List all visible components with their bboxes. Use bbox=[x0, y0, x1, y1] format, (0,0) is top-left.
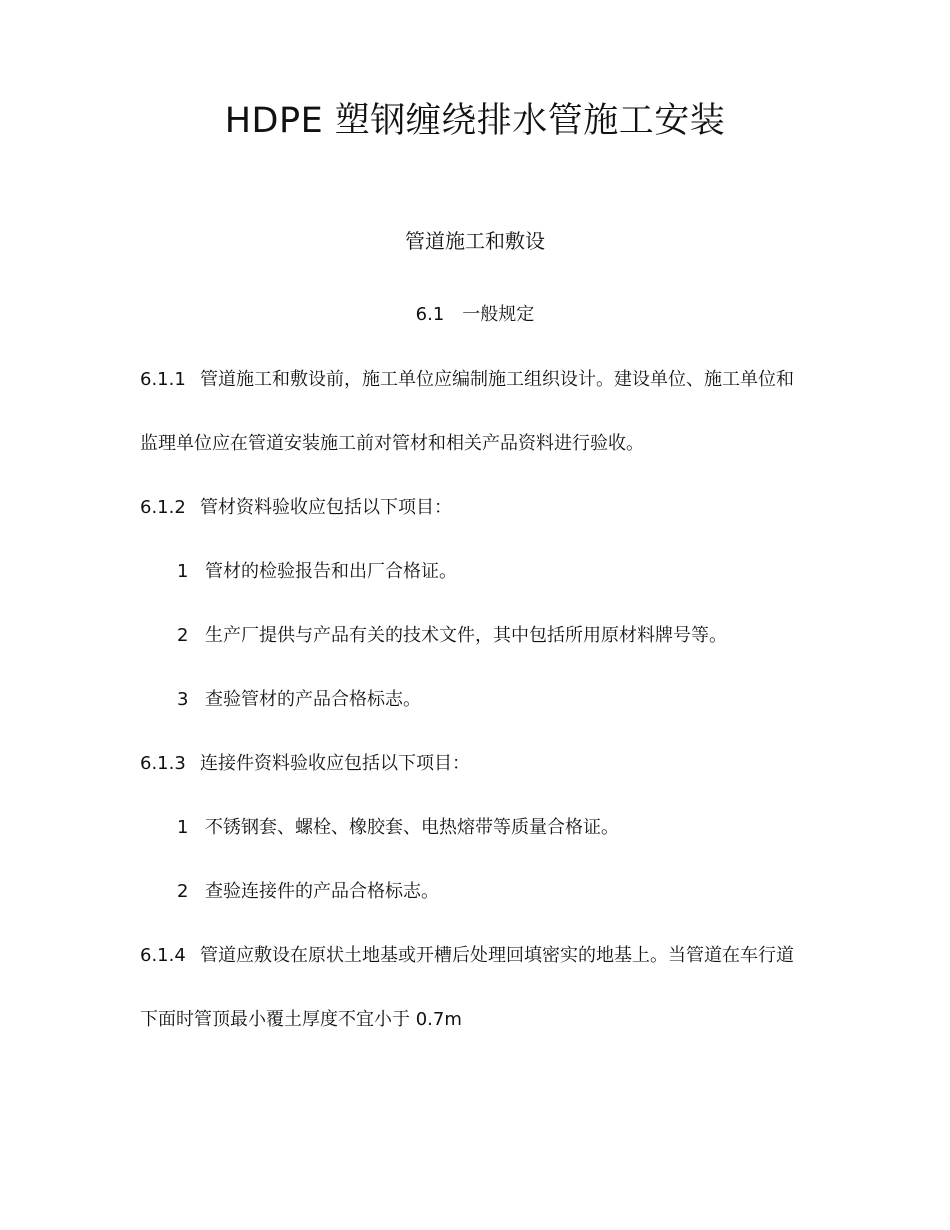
list-item bbox=[177, 878, 867, 906]
clause-number: 6.1.3 bbox=[140, 753, 186, 774]
document-title: HDPE 塑钢缠绕排水管施工安装 bbox=[224, 101, 726, 141]
clause-6-1-1-line-1 bbox=[140, 366, 830, 394]
item-text: 管材的检验报告和出厂合格证。 bbox=[205, 561, 457, 582]
item-text: 生产厂提供与产品有关的技术文件，其中包括所用原材料牌号等。 bbox=[205, 625, 727, 646]
list-item bbox=[177, 686, 867, 714]
list-item bbox=[177, 622, 867, 650]
list-item bbox=[177, 558, 867, 586]
clause-6-1-1-line-2: 监理单位应在管道安装施工前对管材和相关产品资料进行验收。 bbox=[140, 433, 644, 454]
item-text: 查验连接件的产品合格标志。 bbox=[205, 881, 439, 902]
item-text: 查验管材的产品合格标志。 bbox=[205, 689, 421, 710]
clause-number: 6.1.1 bbox=[140, 369, 186, 390]
list-item bbox=[177, 814, 867, 842]
item-number: 3 bbox=[177, 689, 189, 710]
clause-text: 连接件资料验收应包括以下项目： bbox=[200, 753, 470, 774]
item-text: 不锈钢套、螺栓、橡胶套、电热熔带等质量合格证。 bbox=[205, 817, 619, 838]
item-number: 1 bbox=[177, 561, 189, 582]
clause-6-1-4-line-2: 下面时管顶最小覆土厚度不宜小于 0.7m bbox=[140, 1009, 462, 1030]
item-number: 1 bbox=[177, 817, 189, 838]
clause-text: 管道施工和敷设前，施工单位应编制施工组织设计。建设单位、施工单位和 bbox=[200, 369, 794, 390]
item-number: 2 bbox=[177, 625, 189, 646]
clause-text: 管材资料验收应包括以下项目： bbox=[200, 497, 452, 518]
clause-6-1-2 bbox=[140, 494, 830, 522]
chapter-heading: 管道施工和敷设 bbox=[405, 229, 545, 253]
clause-number: 6.1.2 bbox=[140, 497, 186, 518]
clause-text: 管道应敷设在原状土地基或开槽后处理回填密实的地基上。当管道在车行道 bbox=[200, 945, 794, 966]
section-heading: 6.1 一般规定 bbox=[415, 304, 535, 325]
item-number: 2 bbox=[177, 881, 189, 902]
clause-6-1-3 bbox=[140, 750, 830, 778]
clause-number: 6.1.4 bbox=[140, 945, 186, 966]
clause-6-1-4-line-1 bbox=[140, 942, 830, 970]
